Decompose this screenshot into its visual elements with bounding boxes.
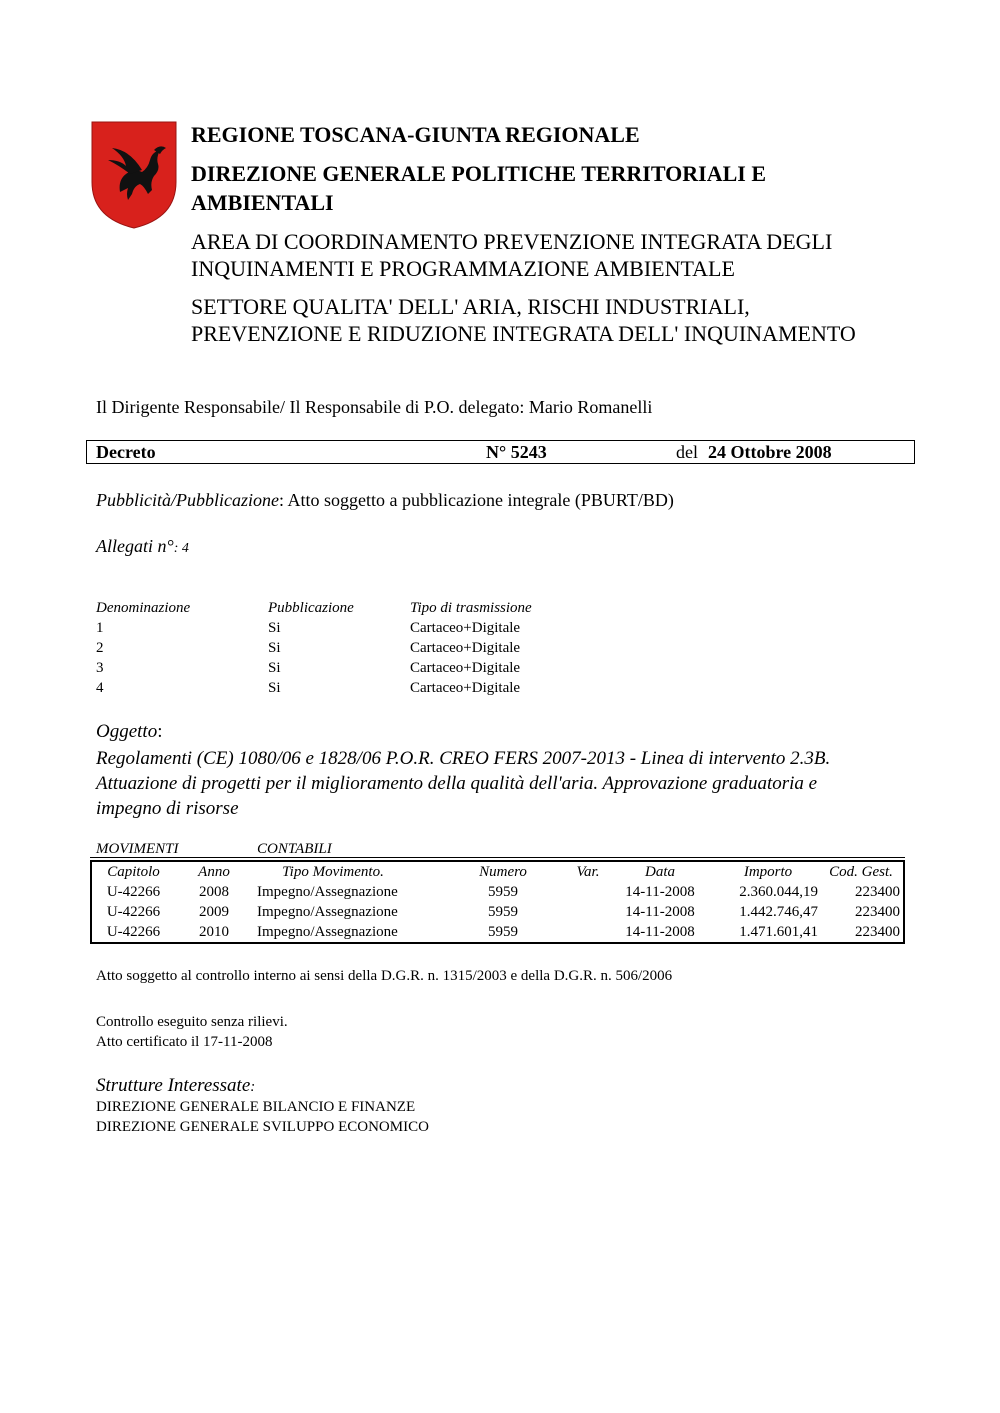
movimenti-table-cell: 5959 <box>488 924 518 940</box>
allegati-table-cell: 4 <box>96 680 104 696</box>
oggetto-line1: Regolamenti (CE) 1080/06 e 1828/06 P.O.R. CREO FERS 2007-2013 - Linea di intervento 2.3B. <box>96 748 831 769</box>
strutture-heading <box>96 1075 255 1097</box>
allegati-table-cell: Cartaceo+Digitale <box>410 660 521 676</box>
movimenti-header-cell: Capitolo <box>107 864 160 880</box>
allegati-col-tipo-header: Tipo di trasmissione <box>410 600 532 616</box>
movimenti-table-cell: 2009 <box>199 904 229 920</box>
movimenti-table-cell: 2008 <box>199 884 229 900</box>
decreto-number: N° 5243 <box>486 442 547 462</box>
allegati-table-cell: Si <box>268 640 281 656</box>
oggetto-line2: Attuazione di progetti per il miglioramento della qualità dell'aria. Approvazione graduatoria e <box>96 773 818 794</box>
movimenti-header-cell: Numero <box>479 864 527 880</box>
allegati-label: Allegati n° <box>96 536 174 556</box>
allegati-table-cell: 2 <box>96 640 104 656</box>
allegati-table-cell: Cartaceo+Digitale <box>410 680 521 696</box>
oggetto-colon: : <box>157 721 163 742</box>
movimenti-table-cell: 1.471.601,41 <box>739 924 818 940</box>
header-area-line2: INQUINAMENTI E PROGRAMMAZIONE AMBIENTALE <box>191 256 735 281</box>
movimenti-title-a: MOVIMENTI <box>96 841 179 857</box>
oggetto-line3: impegno di risorse <box>96 798 239 819</box>
allegati-col-pubblicazione-header: Pubblicazione <box>268 600 354 616</box>
oggetto-label: Oggetto <box>96 721 158 742</box>
allegati-table-cell: Si <box>268 680 281 696</box>
decreto-date: 24 Ottobre 2008 <box>708 442 832 462</box>
allegati-col-denominazione-header: Denominazione <box>96 600 191 616</box>
strutture-label: Strutture Interessate <box>96 1075 251 1096</box>
movimenti-table-cell: 2010 <box>199 924 229 940</box>
movimenti-table-cell: 2.360.044,19 <box>739 884 818 900</box>
pubblicita-value: : Atto soggetto a pubblicazione integrale (PBURT/BD) <box>278 490 674 510</box>
allegati-line <box>96 536 189 557</box>
movimenti-header-cell: Anno <box>198 864 230 880</box>
movimenti-table-cell: 223400 <box>855 904 900 920</box>
movimenti-title-b: CONTABILI <box>257 841 332 857</box>
header-direzione-line1: DIREZIONE GENERALE POLITICHE TERRITORIALI E <box>191 161 767 186</box>
allegati-table-cell: Si <box>268 660 281 676</box>
movimenti-table-cell: Impegno/Assegnazione <box>257 884 398 900</box>
movimenti-header-cell: Data <box>645 864 675 880</box>
movimenti-table-cell: Impegno/Assegnazione <box>257 924 398 940</box>
movimenti-table-cell: 5959 <box>488 884 518 900</box>
movimenti-table-cell: Impegno/Assegnazione <box>257 904 398 920</box>
movimenti-table-cell: 5959 <box>488 904 518 920</box>
oggetto-heading <box>96 721 163 743</box>
allegati-table-cell: Cartaceo+Digitale <box>410 620 521 636</box>
strutture-colon: : <box>250 1079 256 1095</box>
header-regione: REGIONE TOSCANA-GIUNTA REGIONALE <box>191 122 640 147</box>
movimenti-table-cell: U-42266 <box>106 904 161 920</box>
movimenti-header-cell: Cod. Gest. <box>829 864 893 880</box>
decreto-label: Decreto <box>96 442 156 462</box>
movimenti-rule <box>90 857 905 858</box>
movimenti-header-cell: Var. <box>576 864 600 880</box>
pubblicita-line <box>96 490 674 511</box>
movimenti-table-cell: 223400 <box>855 884 900 900</box>
movimenti-table-cell: U-42266 <box>106 924 161 940</box>
header-settore-line2: PREVENZIONE E RIDUZIONE INTEGRATA DELL' INQUINAMENTO <box>191 321 856 346</box>
movimenti-header-cell: Importo <box>743 864 793 880</box>
movimenti-table-cell: 14-11-2008 <box>625 924 695 940</box>
movimenti-table-cell: 14-11-2008 <box>625 884 695 900</box>
decreto-del-label: del <box>676 442 698 462</box>
strutture-item: DIREZIONE GENERALE BILANCIO E FINANZE <box>96 1099 416 1115</box>
header-direzione-line2: AMBIENTALI <box>191 190 334 215</box>
movimenti-header-cell: Tipo Movimento. <box>282 864 384 880</box>
dirigente-line: Il Dirigente Responsabile/ Il Responsabile di P.O. delegato: Mario Romanelli <box>96 397 653 417</box>
controllo-line3: Atto certificato il 17-11-2008 <box>96 1034 273 1050</box>
header-settore-line1: SETTORE QUALITA' DELL' ARIA, RISCHI INDUSTRIALI, <box>191 294 750 319</box>
allegati-value: : 4 <box>173 541 189 556</box>
allegati-table-cell: 3 <box>96 660 104 676</box>
movimenti-table-cell: 223400 <box>855 924 900 940</box>
allegati-table-cell: 1 <box>96 620 104 636</box>
controllo-line1: Atto soggetto al controllo interno ai sensi della D.G.R. n. 1315/2003 e della D.G.R. n. 506/2006 <box>96 968 673 984</box>
movimenti-table-cell: U-42266 <box>106 884 161 900</box>
allegati-table-cell: Cartaceo+Digitale <box>410 640 521 656</box>
strutture-item: DIREZIONE GENERALE SVILUPPO ECONOMICO <box>96 1119 429 1135</box>
pubblicita-label: Pubblicità/Pubblicazione <box>96 490 279 510</box>
regione-toscana-logo-icon <box>90 120 178 230</box>
controllo-line2: Controllo eseguito senza rilievi. <box>96 1014 288 1030</box>
header-area-line1: AREA DI COORDINAMENTO PREVENZIONE INTEGRATA DEGLI <box>191 229 833 254</box>
movimenti-table-cell: 1.442.746,47 <box>739 904 818 920</box>
movimenti-table-cell: 14-11-2008 <box>625 904 695 920</box>
allegati-table-cell: Si <box>268 620 281 636</box>
